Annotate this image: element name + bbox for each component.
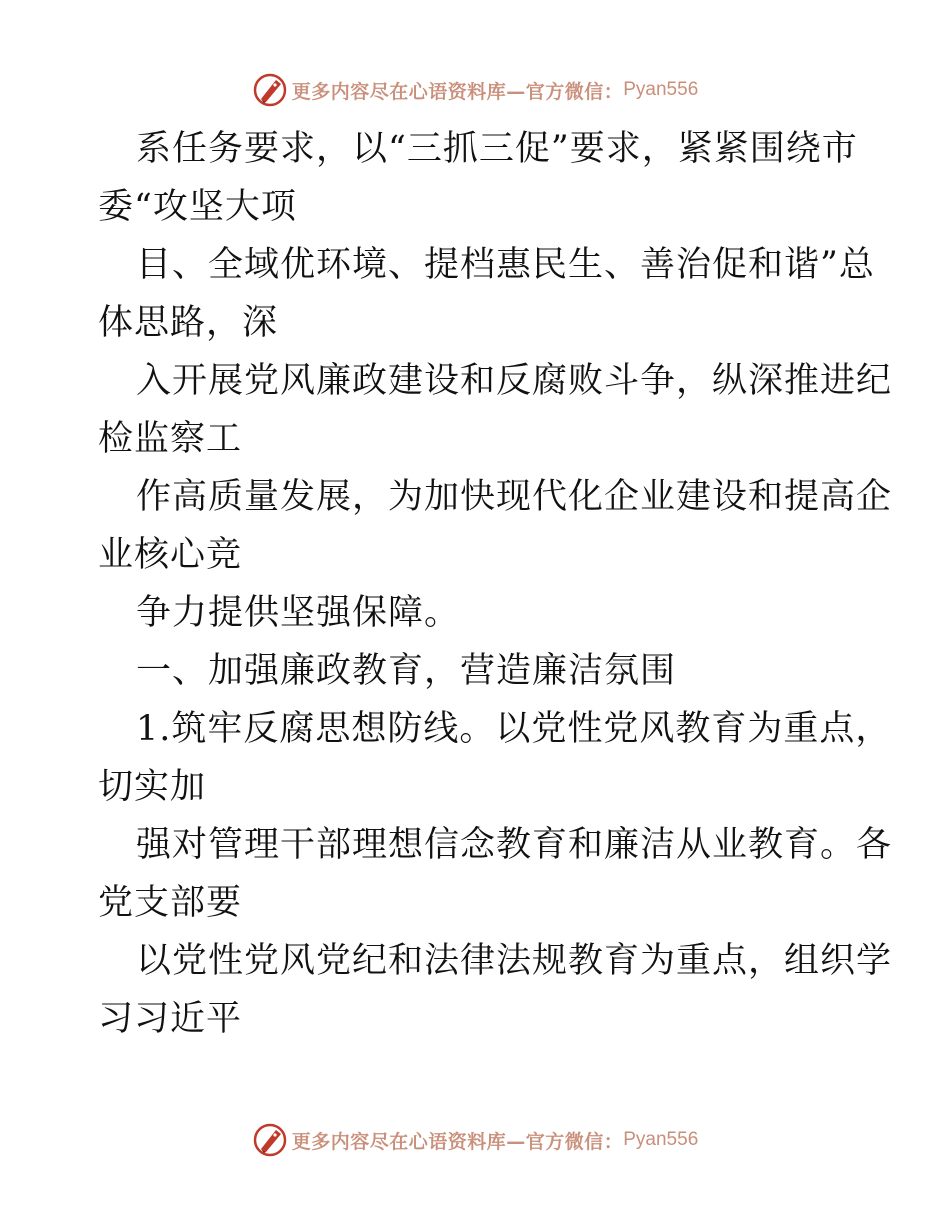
banner-text: 更多内容尽在心语资料库—官方微信：: [291, 80, 624, 103]
body-line: 习习近平: [98, 999, 243, 1039]
header-banner: [0, 70, 950, 110]
body-line: 目、全域优环境、提档惠民生、善治促和谐”总: [136, 245, 875, 285]
body-line: 以党性党风党纪和法律法规教育为重点，组织学: [136, 941, 893, 981]
pen-nib-logo-icon: [252, 1122, 288, 1158]
banner-text: 更多内容尽在心语资料库—官方微信：: [291, 1130, 624, 1153]
banner-wechat-id: Pyan556: [623, 1129, 699, 1150]
body-line: 体思路，深: [98, 303, 279, 343]
body-line: 委“攻坚大项: [98, 187, 297, 227]
document-body: [98, 120, 893, 1048]
body-line: 切实加: [98, 767, 207, 807]
body-line: 作高质量发展，为加快现代化企业建设和提高企: [136, 477, 893, 517]
body-line: 检监察工: [98, 419, 243, 459]
body-line: 强对管理干部理想信念教育和廉洁从业教育。各: [136, 825, 893, 865]
body-line: 1.筑牢反腐思想防线。以党性党风教育为重点，: [136, 709, 892, 749]
body-line: 党支部要: [98, 883, 243, 923]
body-line: 入开展党风廉政建设和反腐败斗争，纵深推进纪: [136, 361, 893, 401]
footer-banner: [0, 1120, 950, 1160]
body-line: 系任务要求，以“三抓三促”要求，紧紧围绕市: [136, 129, 858, 169]
body-line: 业核心竞: [98, 535, 243, 575]
banner-wechat-id: Pyan556: [623, 79, 699, 100]
pen-nib-logo-icon: [252, 72, 288, 108]
body-line: 争力提供坚强保障。: [136, 593, 461, 633]
section-heading: 一、加强廉政教育，营造廉洁氛围: [136, 651, 677, 691]
